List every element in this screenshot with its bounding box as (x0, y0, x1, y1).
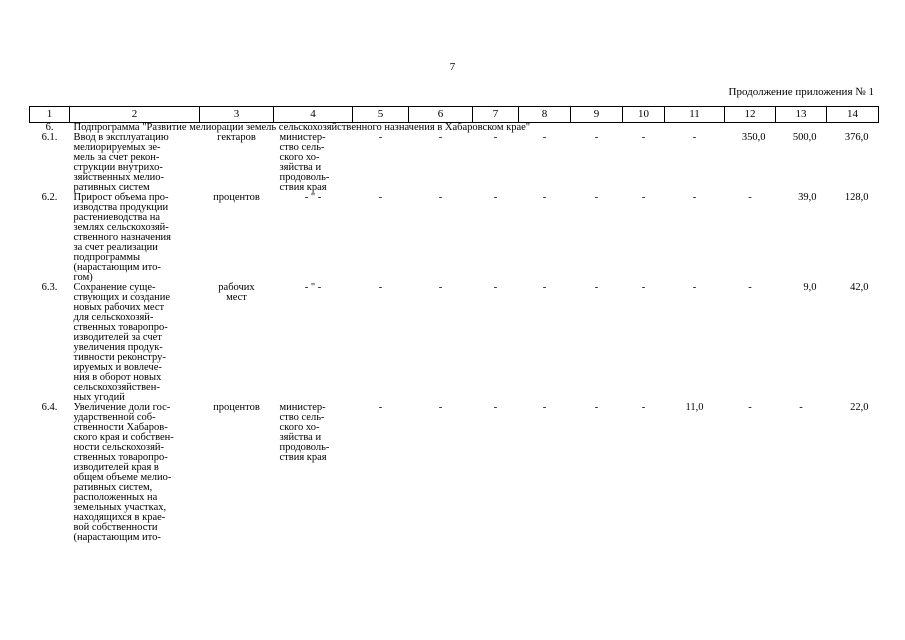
continuation-label: Продолжение приложения № 1 (728, 86, 874, 98)
value-cell: - (594, 132, 599, 143)
value-cell: 22,0 (850, 402, 869, 413)
value-cell: 11,0 (685, 402, 704, 413)
column-header: 3 (200, 107, 274, 123)
row-number: 6.3. (41, 282, 58, 293)
value-cell: 500,0 (792, 132, 817, 143)
indicator-name: Увеличение доли гос- ударственной соб- ственности Хабаров- ского края и собствен- ности сельскохозяй- ственных товаропро- изводителей края в общем объеме мелио- ративных систем, расположенных на земельных участках, находящихся в крае- вой собственности (нарастающим ито- (73, 402, 174, 543)
value-cell: - (542, 402, 547, 413)
value-cell: - (594, 192, 599, 203)
executor-cell: министер- ство сель- ского хо- зяйства и продоволь- ствия края (279, 402, 330, 463)
table-row (30, 133, 879, 193)
executor-cell: - " - (304, 192, 322, 203)
value-cell: - (641, 132, 646, 143)
unit-cell: гектаров (217, 132, 256, 143)
indicator-name: Сохранение суще- ствующих и создание новых рабочих мест для сельскохозяй- ственных товаропро- изводителей за счет увеличения продук- тивности реконстру- ируемых и вовлече- ния в оборот новых сельскохозяйствен- ных угодий (73, 282, 171, 403)
executor-cell: - " - (304, 282, 322, 293)
value-cell: - (641, 192, 646, 203)
column-header: 10 (623, 107, 665, 123)
table-row (30, 193, 879, 283)
value-cell: - (438, 192, 443, 203)
value-cell: - (748, 402, 752, 413)
value-cell: - (542, 192, 547, 203)
value-cell: - (493, 192, 498, 203)
subprogram-title: Подпрограмма "Развитие мелиорации земель сельскохозяйственного назначения в Хабаровском крае" (73, 122, 531, 133)
column-header: 11 (665, 107, 725, 123)
row-number: 6.1. (41, 132, 58, 143)
column-header: 4 (274, 107, 353, 123)
row-number: 6. (45, 122, 54, 133)
column-header: 12 (725, 107, 776, 123)
value-cell: - (692, 192, 697, 203)
value-cell: - (748, 282, 752, 293)
value-cell: - (438, 132, 443, 143)
column-header: 13 (776, 107, 827, 123)
page-number: 7 (449, 61, 456, 73)
value-cell: - (594, 282, 599, 293)
value-cell: - (438, 402, 443, 413)
column-number-row (30, 107, 879, 123)
row-number: 6.2. (41, 192, 58, 203)
column-header: 1 (30, 107, 70, 123)
value-cell: - (378, 132, 383, 143)
value-cell: - (493, 282, 498, 293)
value-cell: 9,0 (803, 282, 817, 293)
unit-cell: процентов (213, 402, 260, 413)
value-cell: - (799, 402, 803, 413)
value-cell: - (692, 282, 697, 293)
row-number: 6.4. (41, 402, 58, 413)
column-header: 5 (353, 107, 409, 123)
unit-cell: рабочих мест (218, 282, 255, 303)
column-header: 8 (519, 107, 571, 123)
value-cell: 42,0 (850, 282, 869, 293)
table-row (30, 283, 879, 403)
column-header: 7 (473, 107, 519, 123)
column-header: 14 (827, 107, 879, 123)
value-cell: 128,0 (844, 192, 869, 203)
table-row (30, 403, 879, 543)
value-cell: - (493, 132, 498, 143)
column-header: 2 (70, 107, 200, 123)
indicator-name: Ввод в эксплуатацию мелиорируемых зе- мель за счет рекон- струкции внутрихо- зяйственных мелио- ративных систем (73, 132, 169, 193)
value-cell: - (692, 132, 697, 143)
unit-cell: процентов (213, 192, 260, 203)
value-cell: - (641, 402, 646, 413)
value-cell: - (594, 402, 599, 413)
value-cell: - (542, 132, 547, 143)
value-cell: 350,0 (741, 132, 766, 143)
indicator-name: Прирост объема про- изводства продукции растениеводства на землях сельскохозяй- ственного назначения за счет реализации подпрограммы (нарастающим ито- гом) (73, 192, 172, 283)
value-cell: - (378, 282, 383, 293)
column-header: 6 (409, 107, 473, 123)
value-cell: - (438, 282, 443, 293)
value-cell: 376,0 (844, 132, 869, 143)
indicators-table (29, 106, 879, 543)
value-cell: - (542, 282, 547, 293)
executor-cell: министер- ство сель- ского хо- зяйства и продоволь- ствия края (279, 132, 330, 193)
value-cell: - (748, 192, 752, 203)
column-header: 9 (571, 107, 623, 123)
value-cell: - (641, 282, 646, 293)
value-cell: 39,0 (798, 192, 817, 203)
value-cell: - (378, 192, 383, 203)
value-cell: - (493, 402, 498, 413)
value-cell: - (378, 402, 383, 413)
